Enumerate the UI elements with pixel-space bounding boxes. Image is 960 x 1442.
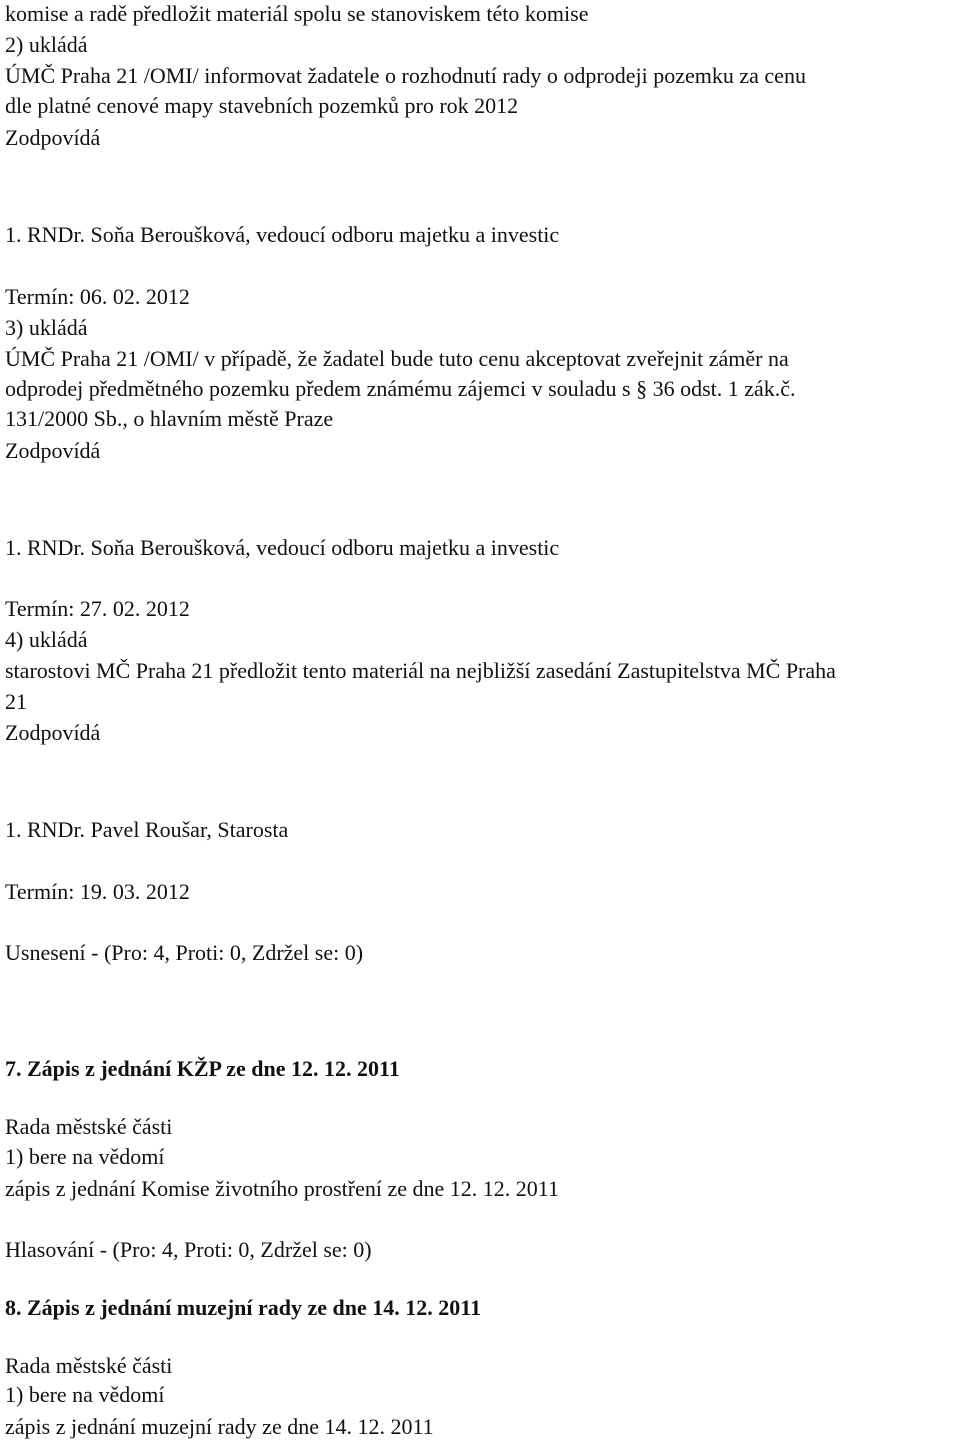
vote-result: Usnesení - (Pro: 4, Proti: 0, Zdržel se: 0) [5, 940, 364, 965]
text-line: Rada městské části [5, 1114, 173, 1139]
text-line: 2) ukládá [5, 32, 88, 57]
text-line: 1) bere na vědomí [5, 1144, 165, 1169]
deadline: Termín: 27. 02. 2012 [5, 596, 190, 621]
text-line: 1) bere na vědomí [5, 1382, 165, 1407]
text-line: starostovi MČ Praha 21 předložit tento materiál na nejbližší zasedání Zastupitelstva MČ Praha [5, 658, 836, 683]
responsible-person: 1. RNDr. Soňa Beroušková, vedoucí odboru majetku a investic [5, 222, 560, 247]
deadline: Termín: 06. 02. 2012 [5, 284, 190, 309]
section-label-zodpovida: Zodpovídá [5, 438, 101, 463]
text-line: 3) ukládá [5, 315, 88, 340]
text-line: ÚMČ Praha 21 /OMI/ v případě, že žadatel bude tuto cenu akceptovat zveřejnit záměr na [5, 346, 789, 371]
text-line: zápis z jednání muzejní rady ze dne 14. 12. 2011 [5, 1414, 434, 1439]
section-label-zodpovida: Zodpovídá [5, 720, 101, 745]
text-line: Rada městské části [5, 1353, 173, 1378]
text-line: 4) ukládá [5, 627, 88, 652]
deadline: Termín: 19. 03. 2012 [5, 879, 190, 904]
text-line: odprodej předmětného pozemku předem známému zájemci v souladu s § 36 odst. 1 zák.č. [5, 376, 796, 401]
responsible-person: 1. RNDr. Soňa Beroušková, vedoucí odboru majetku a investic [5, 535, 560, 560]
text-line: 131/2000 Sb., o hlavním městě Praze [5, 406, 334, 431]
text-line: dle platné cenové mapy stavebních pozemků pro rok 2012 [5, 93, 519, 118]
text-line: zápis z jednání Komise životního prostření ze dne 12. 12. 2011 [5, 1176, 559, 1201]
section-heading: 8. Zápis z jednání muzejní rady ze dne 14. 12. 2011 [5, 1295, 482, 1320]
section-heading: 7. Zápis z jednání KŽP ze dne 12. 12. 2011 [5, 1056, 400, 1081]
section-label-zodpovida: Zodpovídá [5, 125, 101, 150]
vote-result: Hlasování - (Pro: 4, Proti: 0, Zdržel se: 0) [5, 1237, 372, 1262]
text-line: komise a radě předložit materiál spolu se stanoviskem této komise [5, 1, 589, 26]
responsible-person: 1. RNDr. Pavel Roušar, Starosta [5, 817, 289, 842]
text-line: ÚMČ Praha 21 /OMI/ informovat žadatele o rozhodnutí rady o odprodeji pozemku za cenu [5, 63, 806, 88]
text-line: 21 [5, 689, 27, 714]
